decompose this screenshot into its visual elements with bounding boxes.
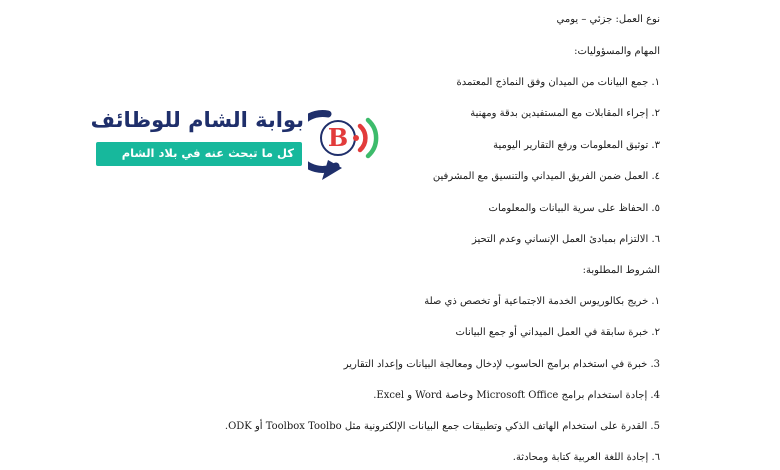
requirement-item: 4. إجادة استخدام برامج Microsoft Office وخاصة Word و Excel.: [373, 390, 660, 401]
brand-title: بوابة الشام للوظائف: [90, 108, 304, 132]
responsibility-item: ٢. إجراء المقابلات مع المستفيدين بدقة ومهنية: [470, 108, 660, 119]
brand-logo: [90, 100, 386, 186]
responsibility-item: ٥. الحفاظ على سرية البيانات والمعلومات: [488, 203, 660, 214]
brand-tagline: كل ما تبحث عنه في بلاد الشام: [121, 146, 294, 160]
brand-tagline-banner: [96, 142, 302, 166]
requirement-item: ١. خريج بكالوريوس الخدمة الاجتماعية أو تخصص ذي صلة: [424, 296, 660, 307]
requirement-item: ٢. خبرة سابقة في العمل الميداني أو جمع البيانات: [455, 327, 660, 338]
requirement-item: ٦. إجادة اللغة العربية كتابة ومحادثة.: [512, 452, 660, 463]
responsibility-item: ٦. الالتزام بمبادئ العمل الإنساني وعدم التحيز: [472, 234, 660, 245]
work-type-line: نوع العمل: جزئي – يومي: [556, 14, 660, 25]
requirement-item: 5. القدرة على استخدام الهاتف الذكي وتطبيقات جمع البيانات الإلكترونية مثل Toolbox Toolbo أو ODK.: [224, 421, 660, 432]
brand-icon-letter: B: [327, 123, 349, 152]
chat-bubble-logo-icon: [308, 100, 386, 186]
responsibility-item: ٣. توثيق المعلومات ورفع التقارير اليومية: [493, 140, 660, 151]
responsibility-item: ١. جمع البيانات من الميدان وفق النماذج المعتمدة: [456, 77, 660, 88]
responsibility-item: ٤. العمل ضمن الفريق الميداني والتنسيق مع المشرفين: [432, 171, 660, 182]
requirements-heading: الشروط المطلوبة:: [582, 265, 660, 276]
requirement-item: 3. خبرة في استخدام برامج الحاسوب لإدخال ومعالجة البيانات وإعداد التقارير: [343, 359, 660, 370]
responsibilities-heading: المهام والمسؤوليات:: [574, 46, 660, 57]
